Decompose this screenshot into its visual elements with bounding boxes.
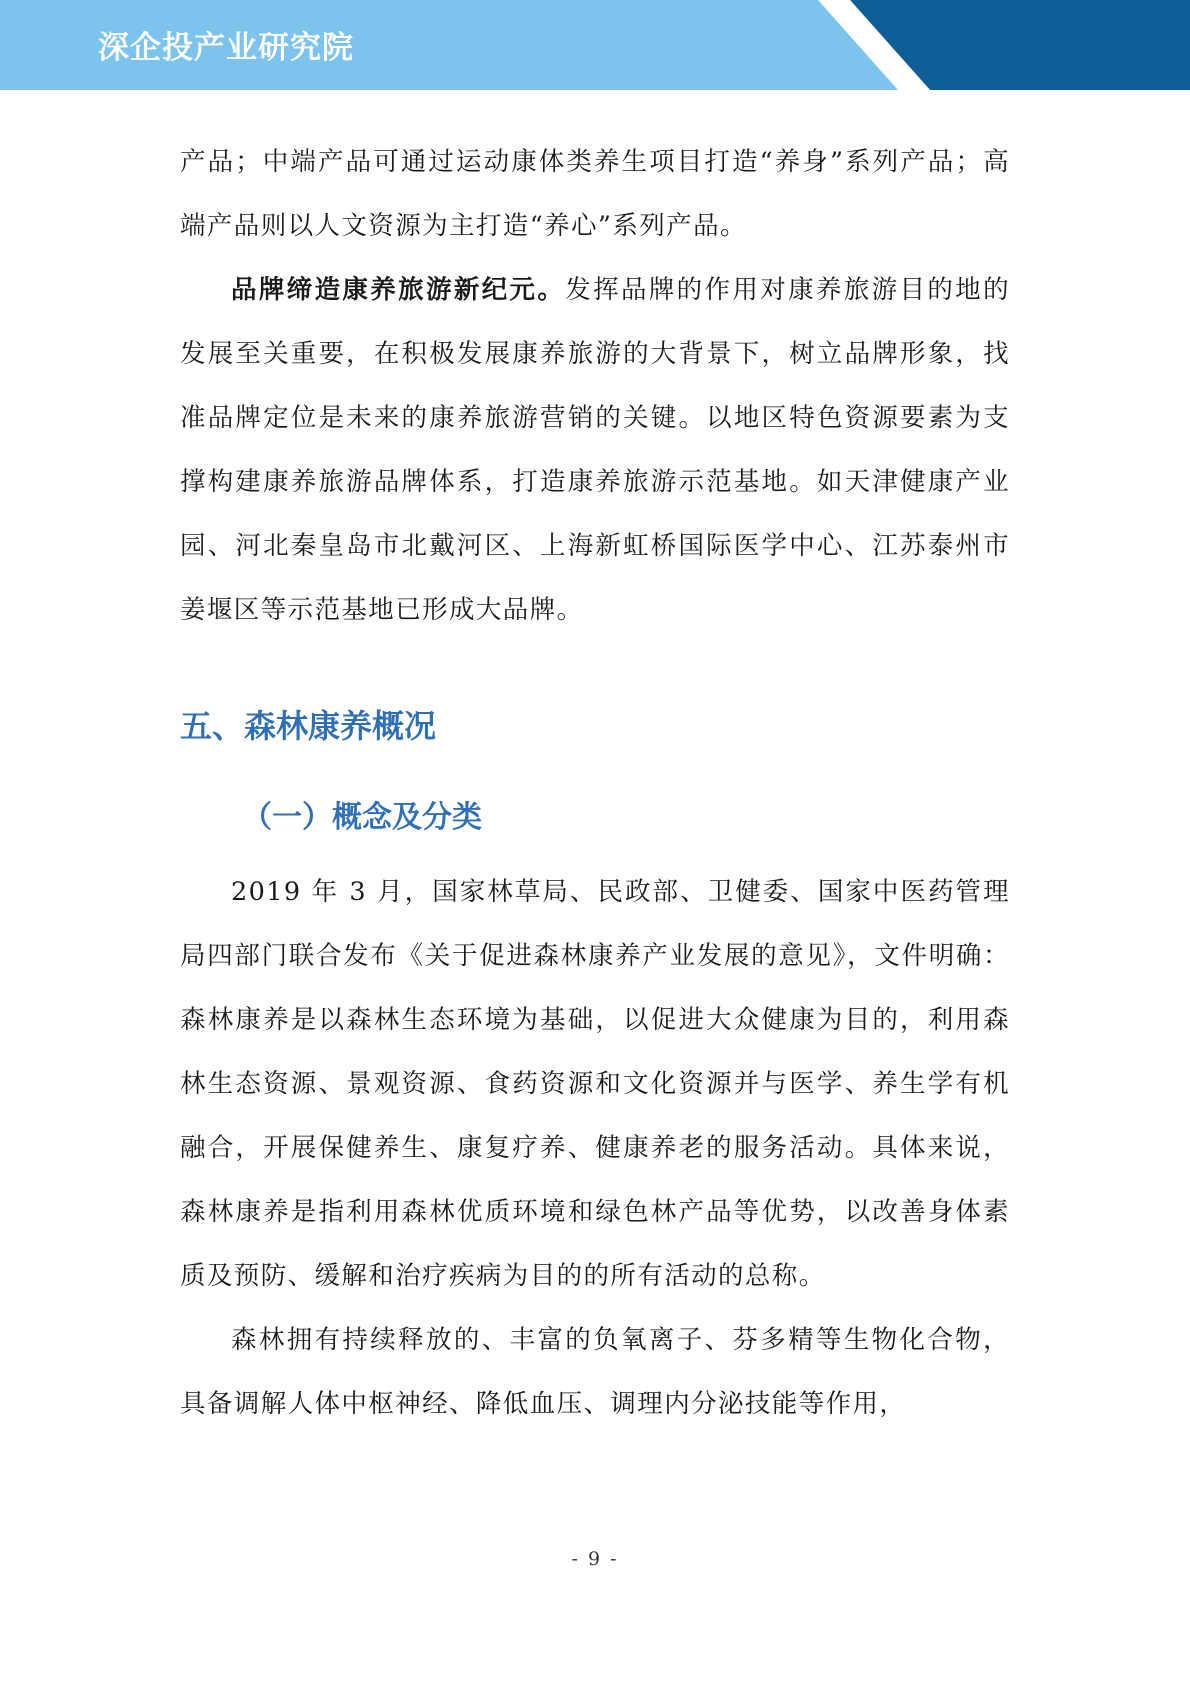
paragraph-forest-benefits: 森林拥有持续释放的、丰富的负氧离子、芬多精等生物化合物，具备调解人体中枢神经、降低血压、调理内分泌技能等作用， (180, 1325, 1010, 1419)
paragraph-product-tiers: 产品；中端产品可通过运动康体类养生项目打造“养身”系列产品；高端产品则以人文资源为主打造“养心”系列产品。 (180, 147, 1010, 241)
document-body (180, 130, 1010, 1436)
header-org-name: 深企投产业研究院 (98, 30, 354, 66)
page-number: - 9 - (571, 1548, 619, 1570)
paragraph-definition: 2019 年 3 月，国家林草局、民政部、卫健委、国家中医药管理局四部门联合发布《关于促进森林康养产业发展的意见》，文件明确：森林康养是以森林生态环境为基础，以促进大众健康为目的，利用森林生态资源、景观资源、食药资源和文化资源并与医学、养生学有机融合，开展保健养生、康复疗养、健康养老的服务活动。具体来说，森林康养是指利用森林优质环境和绿色林产品等优势，以改善身体素质及预防、缓解和治疗疾病为目的的所有活动的总称。 (180, 877, 1010, 1291)
paragraph-brand (180, 258, 1010, 642)
subsection-heading: （一）概念及分类 (242, 800, 482, 835)
page-header (0, 0, 1190, 90)
paragraph-brand-text: 发挥品牌的作用对康养旅游目的地的发展至关重要，在积极发展康养旅游的大背景下，树立品牌形象，找准品牌定位是未来的康养旅游营销的关键。以地区特色资源要素为支撑构建康养旅游品牌体系，打造康养旅游示范基地。如天津健康产业园、河北秦皇岛市北戴河区、上海新虹桥国际医学中心、江苏泰州市姜堰区等示范基地已形成大品牌。 (180, 275, 1010, 625)
paragraph-brand-lead: 品牌缔造康养旅游新纪元。 (231, 275, 566, 305)
section-heading: 五、森林康养概况 (180, 707, 437, 745)
